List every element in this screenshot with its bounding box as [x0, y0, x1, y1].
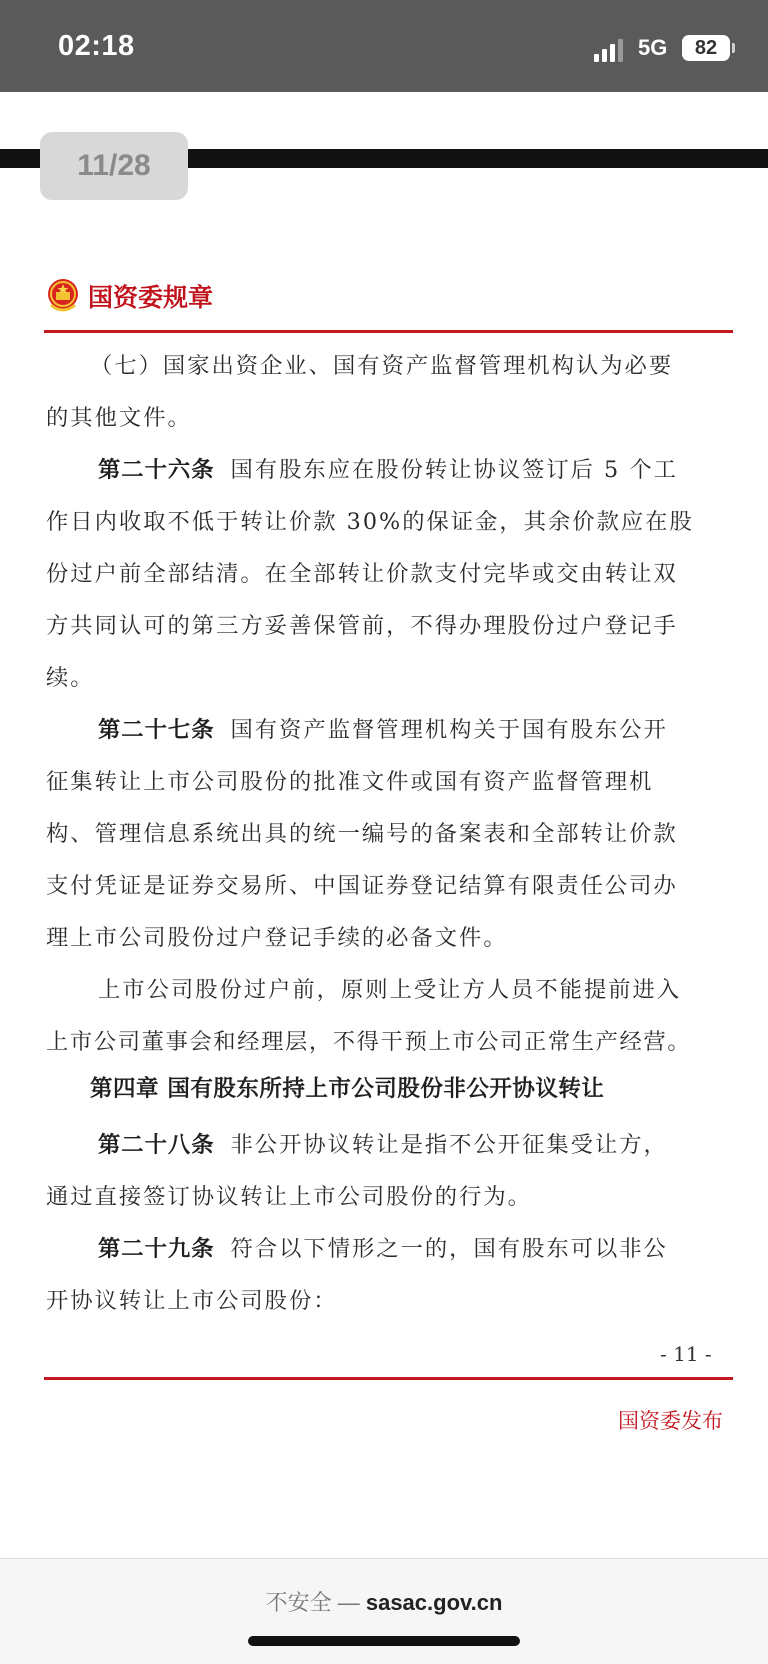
url-display[interactable]	[0, 1586, 768, 1617]
body-line: 征集转让上市公司股份的批准文件或国有资产监督管理机	[46, 769, 654, 795]
signal-bars-icon	[594, 38, 630, 62]
status-time: 02:18	[58, 30, 135, 62]
battery-nub	[732, 43, 735, 53]
url-domain: sasac.gov.cn	[365, 1590, 503, 1615]
national-emblem-icon	[46, 277, 80, 313]
body-line: 理上市公司股份过户登记手续的必备文件。	[46, 925, 508, 951]
body-line: 份过户前全部结清。在全部转让价款支付完毕或交由转让双	[46, 561, 678, 587]
page-indicator: 11/28	[40, 132, 188, 200]
body-line: 开协议转让上市公司股份：	[46, 1288, 338, 1314]
page-number: - 11 -	[660, 1342, 712, 1366]
article-26-line: 第二十六条 国有股东应在股份转让协议签订后 5 个工	[98, 457, 678, 483]
battery-icon: 82	[682, 35, 730, 61]
body-line: 上市公司董事会和经理层，不得干预上市公司正常生产经营。	[46, 1029, 692, 1055]
body-line: 通过直接签订协议转让上市公司股份的行为。	[46, 1184, 532, 1210]
network-type: 5G	[638, 35, 668, 60]
document-header-title: 国资委规章	[88, 283, 214, 312]
footer-divider	[44, 1377, 733, 1380]
header-divider	[44, 330, 733, 333]
body-line: 的其他文件。	[46, 405, 192, 431]
chapter-heading: 第四章 国有股东所持上市公司股份非公开协议转让	[90, 1076, 605, 1102]
article-28-line: 第二十八条 非公开协议转让是指不公开征集受让方，	[98, 1132, 668, 1158]
article-number: 第二十九条	[98, 1236, 215, 1262]
article-29-line: 第二十九条 符合以下情形之一的，国有股东可以非公	[98, 1236, 668, 1262]
home-indicator[interactable]	[248, 1636, 520, 1646]
body-line: （七）国家出资企业、国有资产监督管理机构认为必要	[90, 353, 674, 379]
body-line: 上市公司股份过户前，原则上受让方人员不能提前进入	[98, 977, 682, 1003]
body-line: 支付凭证是证券交易所、中国证券登记结算有限责任公司办	[46, 873, 678, 899]
body-line: 作日内收取不低于转让价款 30%的保证金，其余价款应在股	[46, 509, 694, 535]
article-number: 第二十八条	[98, 1132, 215, 1158]
article-number: 第二十六条	[98, 457, 215, 483]
body-line: 构、管理信息系统出具的统一编号的备案表和全部转让价款	[46, 821, 678, 847]
status-bar	[0, 0, 768, 92]
publisher-label: 国资委发布	[618, 1409, 723, 1433]
article-27-line: 第二十七条 国有资产监督管理机构关于国有股东公开	[98, 717, 668, 743]
body-line: 方共同认可的第三方妥善保管前，不得办理股份过户登记手	[46, 613, 678, 639]
article-number: 第二十七条	[98, 717, 215, 743]
body-line: 续。	[46, 665, 95, 691]
insecure-label: 不安全 —	[265, 1590, 360, 1615]
